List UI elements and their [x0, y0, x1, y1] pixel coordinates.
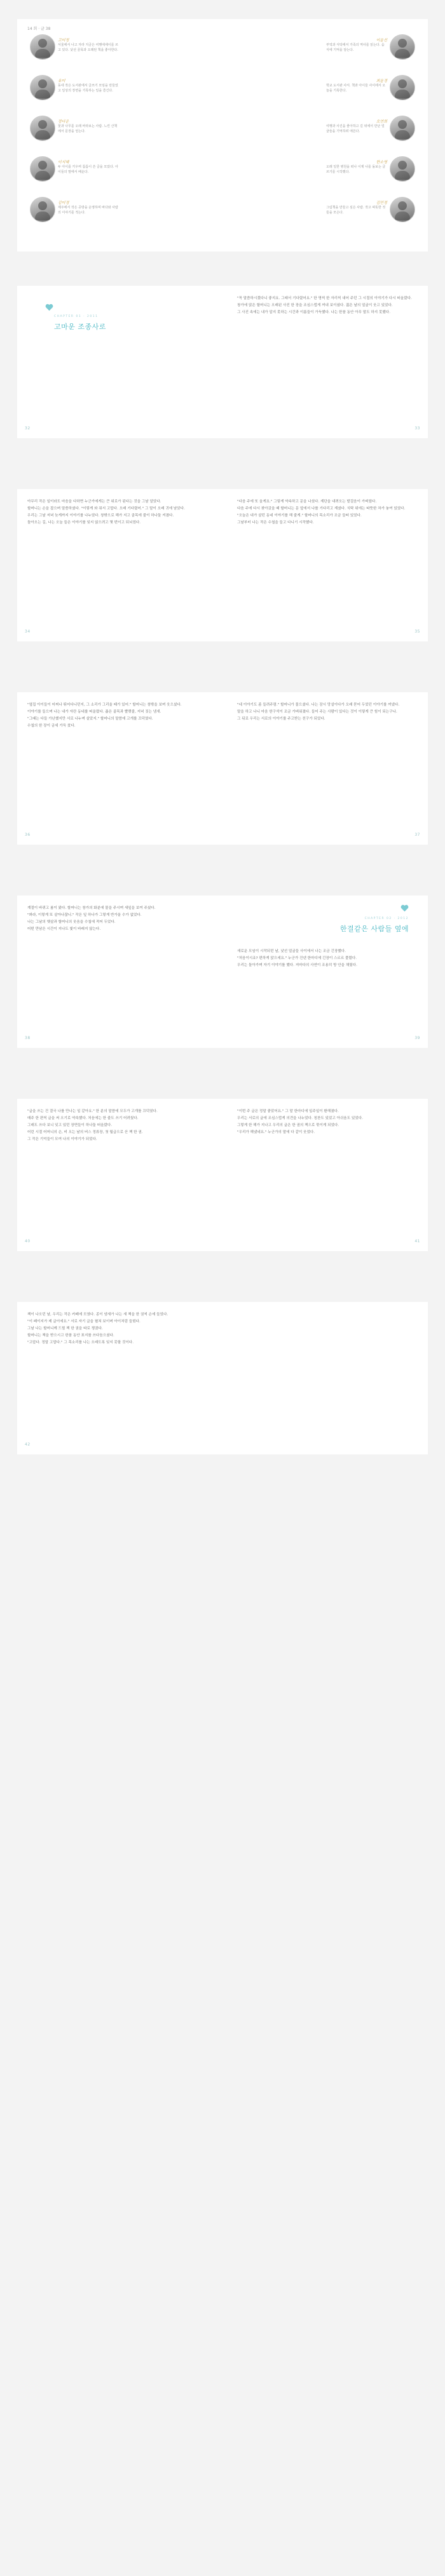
paragraph: 아무리 작은 일이라도 마음을 다하면 누군가에게는 큰 위로가 된다는 것을 그날 알았다. [27, 500, 161, 504]
paragraph: 그날부터 나는 작은 수첩을 들고 다니기 시작했다. [237, 521, 314, 525]
member-photo [30, 34, 55, 60]
paragraph: "네 이야기도 좀 들려주렴." 할머니가 물으셨다. 나는 잠시 망설이다가 오래 묻어 두었던 이야기를 꺼냈다. [237, 703, 400, 707]
paragraph: 계절이 바뀌고 봄이 왔다. 할머니는 창가의 화분에 물을 주시며 새잎을 보여 주셨다. [27, 906, 156, 910]
page-spread [17, 896, 428, 1048]
paragraph: "옆집 아이들이 어찌나 뛰어다니던지, 그 소리가 그리울 때가 있어." 할머니는 창밖을 보며 웃으셨다. [27, 703, 182, 707]
page-body [24, 702, 212, 730]
heart-icon [45, 304, 53, 311]
page-body [233, 1109, 421, 1137]
page-number: 38 [25, 1036, 31, 1040]
member-name: 고미정 [58, 38, 69, 43]
chapter-subtitle: CHAPTER 01 · 2011 [54, 315, 99, 318]
page-spread [17, 1099, 428, 1251]
member-name: 이지혜 [58, 160, 69, 164]
page-left [17, 286, 218, 438]
page-body [233, 499, 421, 527]
page-body [233, 702, 421, 723]
page-left [17, 692, 218, 845]
paragraph: "그때는 다들 가난했지만 서로 나누며 살았지." 할머니의 말씀에 고개를 끄덕였다. [27, 717, 153, 721]
paragraph: 우리는 돌아가며 자기 이야기를 했다. 저마다의 사연이 조용히 방 안을 채웠다. [237, 963, 357, 967]
member-name: 이윤선 [376, 38, 387, 43]
paragraph: 그날 나는 할머니께 드릴 책 한 권을 따로 챙겼다. [27, 1327, 103, 1331]
member-photo [390, 116, 415, 141]
paragraph: "봐라, 이렇게 또 살아나잖니." 작은 잎 하나가 그렇게 반가울 수가 없었다. [27, 913, 142, 917]
paragraph: 매주 한 편씩 글을 써 오기로 약속했다. 처음에는 한 줄도 쓰기 어려웠다. [27, 1117, 139, 1120]
page-body [233, 296, 421, 317]
paragraph: 우리는 서로의 글에 조심스럽게 의견을 나누었다. 칭찬도 있었고 아쉬움도 있었다. [237, 1117, 363, 1120]
page-left [17, 489, 218, 641]
page-body [24, 906, 212, 934]
paragraph: 그 뒤로 우리는 서로의 이야기를 주고받는 친구가 되었다. [237, 717, 325, 721]
paragraph: 말을 하고 나니 마음 한구석이 조금 가벼워졌다. 들어 주는 사람이 있다는 것이 이렇게 큰 힘이 되는구나. [237, 710, 397, 714]
page-body [24, 499, 212, 527]
member-name: 정다운 [58, 119, 69, 124]
page-right [227, 489, 428, 641]
member-photo [390, 197, 415, 222]
member-name: 한소영 [376, 160, 387, 164]
page-left [17, 896, 218, 1048]
cover-header: 14 회 · 글 38 [27, 27, 51, 31]
page-body [24, 1109, 212, 1144]
page-right [227, 896, 428, 1048]
member-photo [390, 156, 415, 182]
page-body [24, 1312, 212, 1347]
paragraph: 책이 나오던 날, 우리는 작은 카페에 모였다. 종이 냄새가 나는 새 책을 한 권씩 손에 들었다. [27, 1313, 168, 1317]
page-number: 35 [414, 629, 420, 634]
paragraph: 새로운 모임이 시작되던 날, 낯선 얼굴들 사이에서 나는 조금 긴장했다. [237, 949, 346, 953]
heart-icon [400, 904, 409, 912]
member-bio: 여행과 사진을 좋아하고 길 위에서 만난 얼굴들을 기억하려 애쓴다. [326, 124, 385, 133]
member-photo [30, 116, 55, 141]
paragraph: "다음 주에 또 올게요." 그렇게 약속하고 문을 나섰다. 계단을 내려오는 발걸음이 가벼웠다. [237, 500, 377, 504]
page-left [17, 1099, 218, 1251]
paragraph: 우리는 그날 저녁 늦게까지 이야기를 나누었다. 창밖으로 해가 지고 골목에 불이 하나둘 켜졌다. [27, 514, 174, 518]
cover-spread [0, 0, 445, 271]
member-photo [390, 34, 415, 60]
member-bio: 제주에서 작은 공방을 운영하며 바다와 사람의 이야기를 적는다. [58, 206, 118, 215]
page-spread [17, 286, 428, 438]
paragraph: 그래도 쓰다 보니 잊고 있던 장면들이 하나둘 떠올랐다. [27, 1124, 113, 1127]
page-number: 36 [25, 833, 31, 837]
paragraph: 어린 시절 어머니의 손, 비 오는 날의 버스 정류장, 첫 월급으로 산 책 한 권. [27, 1130, 143, 1134]
paragraph: 다음 주에 다시 찾아갔을 때 할머니는 문 앞에서 나를 기다리고 계셨다. 식탁 위에는 따뜻한 차가 놓여 있었다. [237, 507, 406, 511]
paragraph: 수첩의 한 장이 금세 가득 찼다. [27, 724, 76, 728]
member-name: 오연희 [376, 119, 387, 124]
page-right [227, 1099, 428, 1251]
cover-book [17, 19, 428, 252]
paragraph: "고맙다. 정말 고맙다." 그 목소리를 나는 오래도록 잊지 못할 것이다. [27, 1341, 134, 1345]
member-photo [390, 75, 415, 100]
paragraph: 이야기를 들으며 나는 내가 자란 동네를 떠올렸다. 좁은 골목과 빨랫줄, 저녁 짓는 냄새. [27, 710, 161, 714]
member-photo [30, 197, 55, 222]
page-number: 39 [414, 1036, 420, 1040]
page-number: 42 [25, 1442, 31, 1447]
member-bio: 꽃과 나무를 오래 바라보는 사람. 느린 산책에서 문장을 얻는다. [58, 124, 118, 133]
page-right [227, 1302, 428, 1454]
page-number: 41 [414, 1239, 420, 1244]
paragraph: 할머니는 손을 잡으며 말씀하셨다. "이렇게 와 줘서 고맙다. 오래 기다렸어." 그 말이 오래 귀에 남았다. [27, 507, 185, 511]
member-bio: 학교 도서관 사서. 책과 아이들 사이에서 오늘을 기록한다. [326, 84, 386, 93]
paragraph: "꼭 말씀하시겠다니 좋지요. 그래서 기다렸어요." 한 명씩 한 자리씩 내어 주던 그 시절의 이야기가 다시 떠올랐다. [237, 297, 412, 300]
member-bio: 동네 작은 도서관에서 글쓰기 모임을 만들었고 일상의 장면을 기록하는 일을 즐긴다. [58, 84, 118, 93]
paragraph: 어떤 만남은 시간이 지나도 빛이 바래지 않는다. [27, 927, 101, 931]
page-number: 32 [25, 426, 31, 431]
page-spread [17, 692, 428, 845]
member-photo [30, 75, 55, 100]
page-right [227, 692, 428, 845]
paragraph: "이번 주 글은 정말 좋았어요." 그 말 한마디에 일주일이 환해졌다. [237, 1110, 339, 1113]
member-name: 유미 [58, 79, 65, 83]
paragraph: "글을 쓰는 건 결국 나를 만나는 일 같아요." 한 분의 말씀에 모두가 고개를 끄덕였다. [27, 1110, 158, 1113]
chapter-subtitle: CHAPTER 02 · 2012 [364, 917, 409, 920]
paragraph: 그렇게 한 해가 지나고 우리의 글은 한 권의 책으로 묶이게 되었다. [237, 1124, 339, 1127]
paragraph: 그 사진 속에는 내가 알지 못하는 시간과 이름들이 가득했다. 나는 한참 동안 아무 말도 하지 못했다. [237, 311, 390, 314]
member-bio: 그림책을 만들고 싶은 사람. 작고 따뜻한 것들을 모은다. [326, 206, 386, 215]
paragraph: "이 페이지가 제 글이에요." 서로 자기 글을 펼쳐 보이며 아이처럼 들떴다. [27, 1320, 140, 1324]
page-body [233, 949, 421, 970]
page-left [17, 1302, 218, 1454]
page-spread [17, 1302, 428, 1454]
member-photo [30, 156, 55, 182]
paragraph: 창가에 앉은 할머니는 오래된 사진 한 장을 조심스럽게 꺼내 보이셨다. 젊은 날의 얼굴이 웃고 있었다. [237, 304, 393, 307]
paragraph: 할머니는 책을 받으시고 한참 동안 표지를 쓰다듬으셨다. [27, 1334, 114, 1338]
chapter-title: 한결같은 사람들 옆에 [339, 925, 409, 933]
paragraph: "처음이시죠? 편하게 앉으세요." 누군가 건넨 한마디에 긴장이 스르르 풀렸다. [237, 956, 357, 960]
member-bio: 부엌과 식탁에서 가족의 역사를 읽는다. 음식에 기억을 담는다. [326, 43, 385, 52]
member-bio: 두 아이를 키우며 틈틈이 쓴 글을 모았다. 아이들의 말에서 배운다. [58, 165, 118, 174]
chapter-title: 고마운 조종사로 [54, 323, 106, 331]
page-number: 33 [414, 426, 420, 431]
page-spread [17, 489, 428, 641]
paragraph: 그 작은 기억들이 모여 나의 이야기가 되었다. [27, 1137, 97, 1141]
member-name: 김미경 [58, 201, 69, 205]
page-right [227, 286, 428, 438]
member-name: 김민정 [376, 201, 387, 205]
paragraph: 나는 그날의 햇살과 할머니의 웃음을 수첩에 적어 두었다. [27, 920, 116, 924]
page-number: 37 [414, 833, 420, 837]
page-number: 40 [25, 1239, 31, 1244]
member-bio: 오래 일한 병원을 떠나 이제 나를 돌보는 글쓰기를 시작했다. [326, 165, 386, 174]
paragraph: "우리가 해냈네요." 누군가의 말에 다 같이 웃었다. [237, 1130, 315, 1134]
member-bio: 서울에서 나고 자라 지금은 여행에세이를 쓰고 있다. 낯선 골목과 오래된 책을 좋아한다. [58, 43, 118, 52]
paragraph: "오늘은 내가 살던 동네 이야기를 해 줄게." 할머니의 목소리가 조금 들떠 있었다. [237, 514, 362, 518]
member-name: 최윤경 [376, 79, 387, 83]
page-number: 34 [25, 629, 31, 634]
paragraph: 돌아오는 길, 나는 오늘 들은 이야기를 잊지 않으려고 몇 번이고 되뇌었다. [27, 521, 141, 525]
